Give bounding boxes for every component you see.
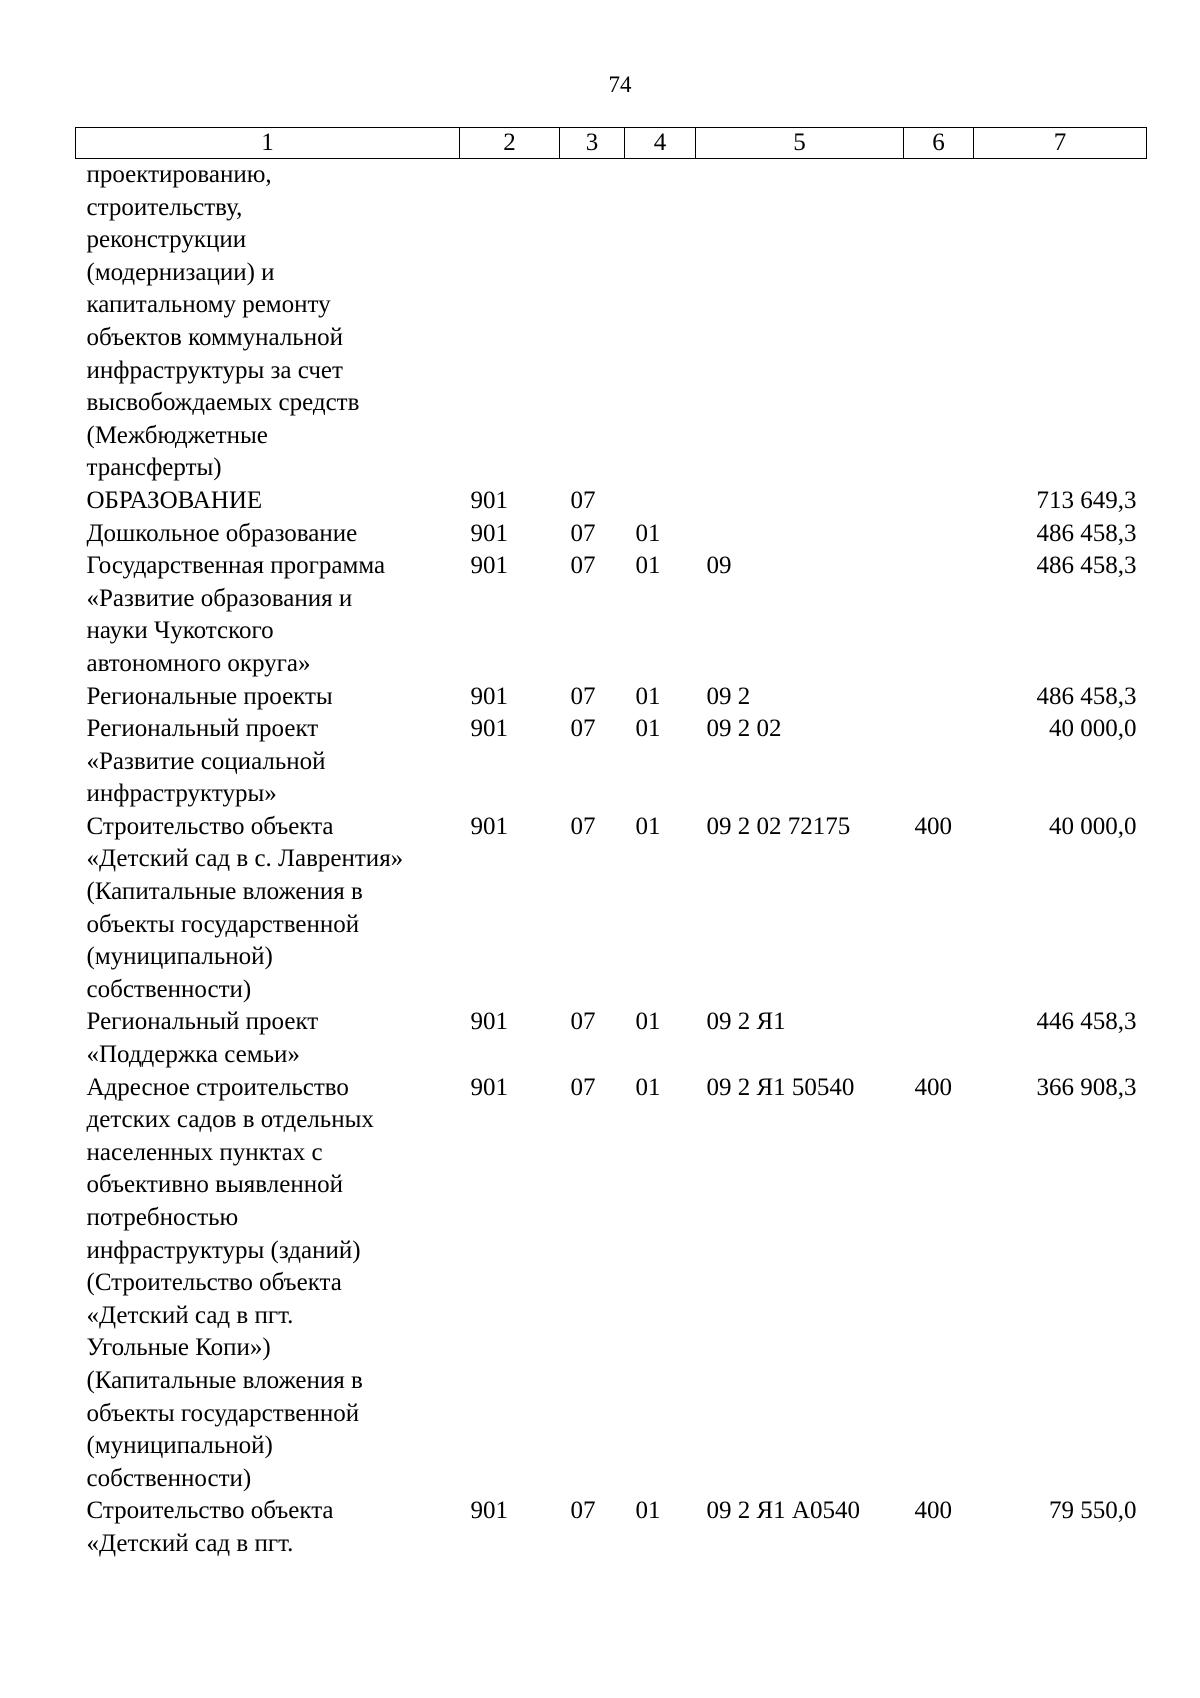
- row-name-line: инфраструктуры за счет: [86, 356, 343, 384]
- cell-column-3: 07: [570, 1497, 596, 1525]
- cell-column-6: 400: [914, 1073, 952, 1101]
- row-name-line: Региональный проект: [86, 1008, 319, 1036]
- table-row: [76, 1495, 1147, 1560]
- cell-column-6: [904, 159, 974, 485]
- row-name-line: автономного округа»: [86, 649, 311, 677]
- cell-column-2: 901: [470, 1497, 508, 1525]
- row-name-line: (муниципальной): [86, 1432, 273, 1460]
- cell-column-6: [904, 681, 974, 714]
- row-name-line: науки Чукотского: [86, 617, 274, 645]
- row-name-line: объекты государственной: [86, 1399, 360, 1427]
- cell-column-7: 366 908,3: [1036, 1073, 1137, 1101]
- row-name-line: Адресное строительство: [86, 1073, 349, 1101]
- row-name-line: инфраструктуры»: [86, 780, 277, 808]
- row-name-line: инфраструктуры (зданий): [86, 1236, 361, 1264]
- row-name-line: объективно выявленной: [86, 1171, 343, 1199]
- table-row: [76, 713, 1147, 811]
- row-name: [76, 159, 460, 485]
- cell-column-4: 01: [635, 812, 661, 840]
- cell-column-6: [904, 713, 974, 811]
- cell-column-3: 07: [570, 486, 596, 514]
- cell-column-4: [625, 159, 696, 485]
- cell-column-5: [696, 518, 904, 551]
- cell-column-2: [460, 159, 560, 485]
- cell-column-6: [904, 550, 974, 680]
- cell-column-5: 09: [706, 552, 732, 580]
- cell-column-3: 07: [570, 812, 596, 840]
- column-header-6: 6: [904, 128, 974, 159]
- cell-column-2: 901: [470, 715, 508, 743]
- row-name: [76, 811, 460, 1007]
- cell-column-2: 901: [470, 1008, 508, 1036]
- cell-column-4: 01: [635, 552, 661, 580]
- table-row: [76, 159, 1147, 485]
- cell-column-5: [696, 485, 904, 518]
- row-name: [76, 485, 460, 518]
- row-name-line: «Детский сад в пгт.: [86, 1301, 294, 1329]
- row-name-line: «Детский сад в пгт.: [86, 1529, 294, 1557]
- row-name-line: (Строительство объекта: [86, 1269, 342, 1297]
- row-name-line: объектов коммунальной: [86, 323, 343, 351]
- cell-column-5: 09 2: [706, 682, 751, 710]
- page-number: 74: [608, 72, 632, 97]
- cell-column-4: [625, 485, 696, 518]
- row-name-line: Региональный проект: [86, 715, 319, 743]
- table-row: [76, 1072, 1147, 1496]
- row-name-line: собственности): [86, 1464, 252, 1492]
- cell-column-7: 446 458,3: [1036, 1008, 1137, 1036]
- cell-column-4: 01: [635, 1073, 661, 1101]
- row-name-line: «Детский сад в с. Лаврентия»: [86, 845, 404, 873]
- budget-table: [75, 127, 1147, 1561]
- table-row: [76, 550, 1147, 680]
- row-name-line: объекты государственной: [86, 910, 360, 938]
- row-name-line: собственности): [86, 975, 252, 1003]
- cell-column-4: 01: [635, 715, 661, 743]
- row-name-line: детских садов в отдельных: [86, 1106, 374, 1134]
- column-header-4: 4: [625, 128, 696, 159]
- table-row: [76, 485, 1147, 518]
- cell-column-5: 09 2 Я1 А0540: [706, 1497, 860, 1525]
- cell-column-3: 07: [570, 1008, 596, 1036]
- cell-column-2: 901: [470, 519, 508, 547]
- cell-column-7: [974, 159, 1147, 485]
- cell-column-6: [904, 485, 974, 518]
- row-name-line: потребностью: [86, 1204, 239, 1231]
- cell-column-7: 713 649,3: [1036, 486, 1137, 514]
- row-name: [76, 1495, 460, 1560]
- row-name-line: «Поддержка семьи»: [86, 1041, 300, 1069]
- cell-column-3: 07: [570, 519, 596, 547]
- row-name-line: населенных пунктах с: [86, 1138, 323, 1166]
- cell-column-7: 486 458,3: [1036, 682, 1137, 710]
- cell-column-5: [696, 159, 904, 485]
- cell-column-3: 07: [570, 715, 596, 743]
- table-body: [76, 159, 1147, 1561]
- row-name-line: (Капитальные вложения в: [86, 878, 363, 906]
- cell-column-3: 07: [570, 682, 596, 710]
- cell-column-3: 07: [570, 1073, 596, 1101]
- cell-column-4: 01: [635, 1008, 661, 1036]
- cell-column-2: 901: [470, 552, 508, 580]
- cell-column-6: 400: [914, 1497, 952, 1525]
- cell-column-5: 09 2 02: [706, 715, 782, 743]
- row-name-line: высвобождаемых средств: [86, 389, 360, 417]
- cell-column-6: 400: [914, 812, 952, 840]
- cell-column-5: 09 2 Я1 50540: [706, 1073, 855, 1101]
- row-name: [76, 518, 460, 551]
- header-row: [76, 128, 1147, 159]
- row-name-line: Государственная программа: [86, 552, 386, 580]
- table-row: [76, 1006, 1147, 1071]
- cell-column-7: 486 458,3: [1036, 519, 1137, 547]
- row-name-line: Угольные Копи»): [86, 1334, 271, 1362]
- row-name-line: Строительство объекта: [86, 812, 334, 840]
- column-header-5: 5: [696, 128, 904, 159]
- cell-column-3: [560, 159, 625, 485]
- column-header-7: 7: [974, 128, 1147, 159]
- cell-column-4: 01: [635, 1497, 661, 1525]
- cell-column-5: 09 2 Я1: [706, 1008, 786, 1036]
- row-name-line: строительству,: [86, 193, 243, 221]
- column-header-2: 2: [460, 128, 560, 159]
- row-name-line: проектированию,: [86, 161, 272, 188]
- cell-column-7: 40 000,0: [1049, 715, 1137, 743]
- cell-column-2: 901: [470, 1073, 508, 1101]
- row-name-line: Дошкольное образование: [86, 519, 358, 547]
- cell-column-2: 901: [470, 682, 508, 710]
- row-name: [76, 713, 460, 811]
- table-header: [76, 128, 1147, 159]
- row-name: [76, 550, 460, 680]
- cell-column-7: 486 458,3: [1036, 552, 1137, 580]
- row-name: [76, 1072, 460, 1496]
- cell-column-3: 07: [570, 552, 596, 580]
- cell-column-5: 09 2 02 72175: [706, 812, 851, 840]
- row-name-line: Региональные проекты: [86, 682, 333, 710]
- row-name-line: ОБРАЗОВАНИЕ: [86, 486, 263, 514]
- cell-column-6: [904, 518, 974, 551]
- cell-column-4: 01: [635, 682, 661, 710]
- row-name: [76, 1006, 460, 1071]
- cell-column-2: 901: [470, 486, 508, 514]
- row-name-line: трансферты): [86, 454, 222, 482]
- row-name-line: капитальному ремонту: [86, 291, 331, 319]
- row-name-line: «Развитие социальной: [86, 747, 326, 775]
- row-name-line: реконструкции: [86, 226, 247, 254]
- row-name-line: (Межбюджетные: [86, 421, 268, 449]
- table-row: [76, 681, 1147, 714]
- row-name-line: (Капитальные вложения в: [86, 1366, 363, 1394]
- column-header-1: 1: [76, 128, 460, 159]
- row-name-line: (муниципальной): [86, 943, 273, 971]
- table-row: [76, 518, 1147, 551]
- cell-column-2: 901: [470, 812, 508, 840]
- cell-column-7: 79 550,0: [1049, 1497, 1137, 1525]
- table-row: [76, 811, 1147, 1007]
- cell-column-7: 40 000,0: [1049, 812, 1137, 840]
- column-header-3: 3: [560, 128, 625, 159]
- row-name: [76, 681, 460, 714]
- row-name-line: Строительство объекта: [86, 1497, 334, 1525]
- row-name-line: (модернизации) и: [86, 258, 275, 286]
- cell-column-6: [904, 1006, 974, 1071]
- row-name-line: «Развитие образования и: [86, 584, 353, 612]
- cell-column-4: 01: [635, 519, 661, 547]
